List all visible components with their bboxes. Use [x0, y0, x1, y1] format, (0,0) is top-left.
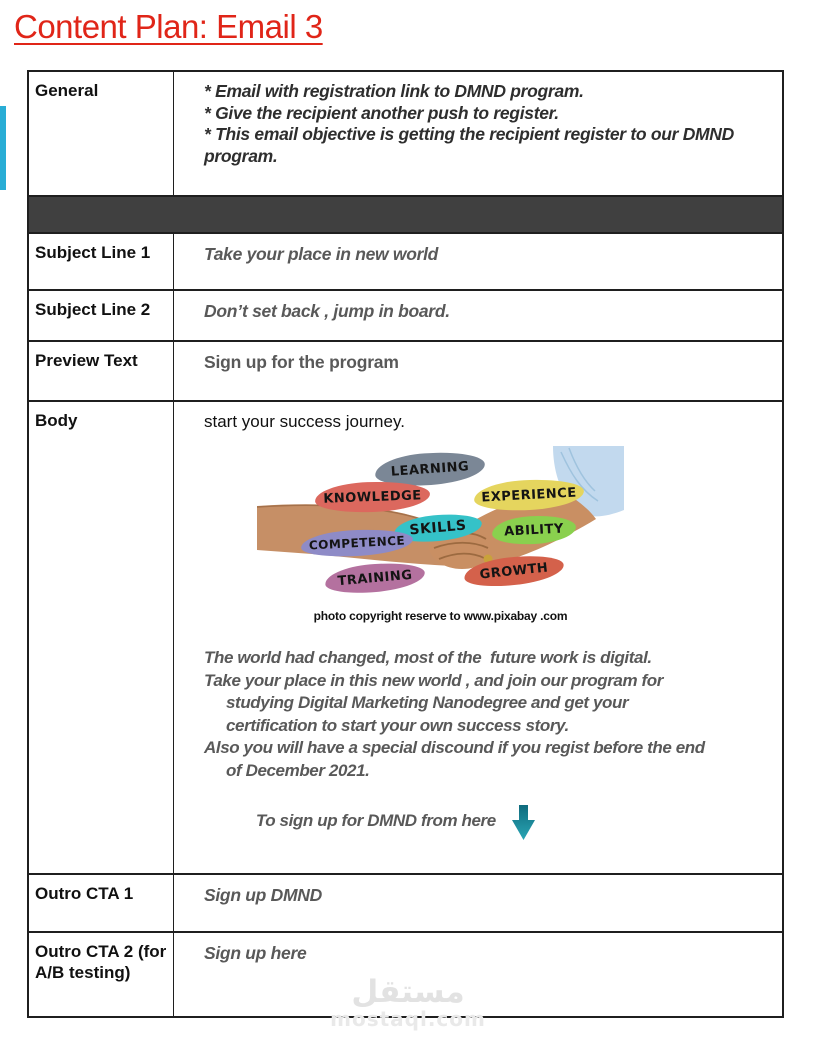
general-item: * Email with registration link to DMND program. — [204, 81, 584, 101]
revision-margin-marker — [0, 106, 6, 190]
general-item: * Give the recipient another push to register. — [204, 102, 559, 123]
paragraph-line: Also you will have a special discound if you regist before the end — [204, 738, 705, 757]
paragraph-line: The world had changed, most of the future work is digital. — [204, 648, 652, 667]
table-row-subject-line-1 — [29, 234, 782, 291]
row-value-general — [174, 72, 782, 195]
row-value-subject-line-2 — [174, 291, 782, 340]
page-title: Content Plan: Email 3 — [14, 8, 323, 45]
row-value-body — [174, 402, 782, 873]
table-row-general — [29, 72, 782, 197]
paragraph-line: of December 2021. — [226, 760, 370, 780]
row-label-outro-cta-2: Outro CTA 2 (for A/B testing) — [29, 933, 174, 1016]
image-caption: photo copyright reserve to www.pixabay .com — [313, 609, 568, 623]
table-row-outro-cta-1 — [29, 875, 782, 933]
patch-word: TRAINING — [336, 567, 414, 589]
table-row-body — [29, 402, 782, 875]
patch-word: ABILITY — [503, 520, 565, 540]
content-plan-table — [27, 70, 784, 1018]
subject-line-1-text: Take your place in new world — [204, 244, 439, 264]
row-label-body: Body — [29, 402, 174, 873]
general-item: * This email objective is getting the recipient register to our DMND program. — [204, 124, 739, 166]
patch-word: EXPERIENCE — [481, 485, 577, 505]
row-value-outro-cta-1 — [174, 875, 782, 931]
row-value-preview-text — [174, 342, 782, 400]
paragraph-line: To sign up for DMND from here — [255, 810, 496, 830]
patch-word: GROWTH — [478, 559, 550, 583]
table-row-preview-text — [29, 342, 782, 402]
body-paragraph — [204, 647, 774, 869]
paragraph-line: certification to start your own success story. — [226, 715, 569, 735]
subject-line-2-text: Don’t set back , jump in board. — [204, 301, 450, 321]
patch-word: SKILLS — [408, 517, 468, 539]
handshake-image — [257, 446, 624, 603]
watermark-domain-text: mostaql.com — [330, 1007, 486, 1031]
row-label-preview-text: Preview Text — [29, 342, 174, 400]
preview-text: Sign up for the program — [204, 352, 399, 372]
body-intro-text: start your success journey. — [204, 412, 405, 431]
watermark — [0, 975, 816, 1029]
row-value-subject-line-1 — [174, 234, 782, 289]
row-label-subject-line-1: Subject Line 1 — [29, 234, 174, 289]
row-label-general: General — [29, 72, 174, 195]
paragraph-line: studying Digital Marketing Nanodegree and get your — [226, 693, 629, 712]
patch-word: COMPETENCE — [308, 533, 406, 553]
patch-word: LEARNING — [390, 458, 470, 480]
paragraph-line: Take your place in this new world , and join our program for — [204, 670, 663, 690]
down-arrow-icon — [512, 805, 535, 847]
row-label-subject-line-2: Subject Line 2 — [29, 291, 174, 340]
row-label-outro-cta-1: Outro CTA 1 — [29, 875, 174, 931]
table-row-subject-line-2 — [29, 291, 782, 342]
paragraph-line-with-arrow — [204, 782, 774, 869]
separator-row — [29, 197, 782, 234]
outro-cta-1-text: Sign up DMND — [204, 884, 322, 905]
patch-word: KNOWLEDGE — [323, 487, 422, 507]
outro-cta-2-text: Sign up here — [204, 942, 307, 963]
watermark-arabic-text: مستقل — [351, 974, 465, 1010]
